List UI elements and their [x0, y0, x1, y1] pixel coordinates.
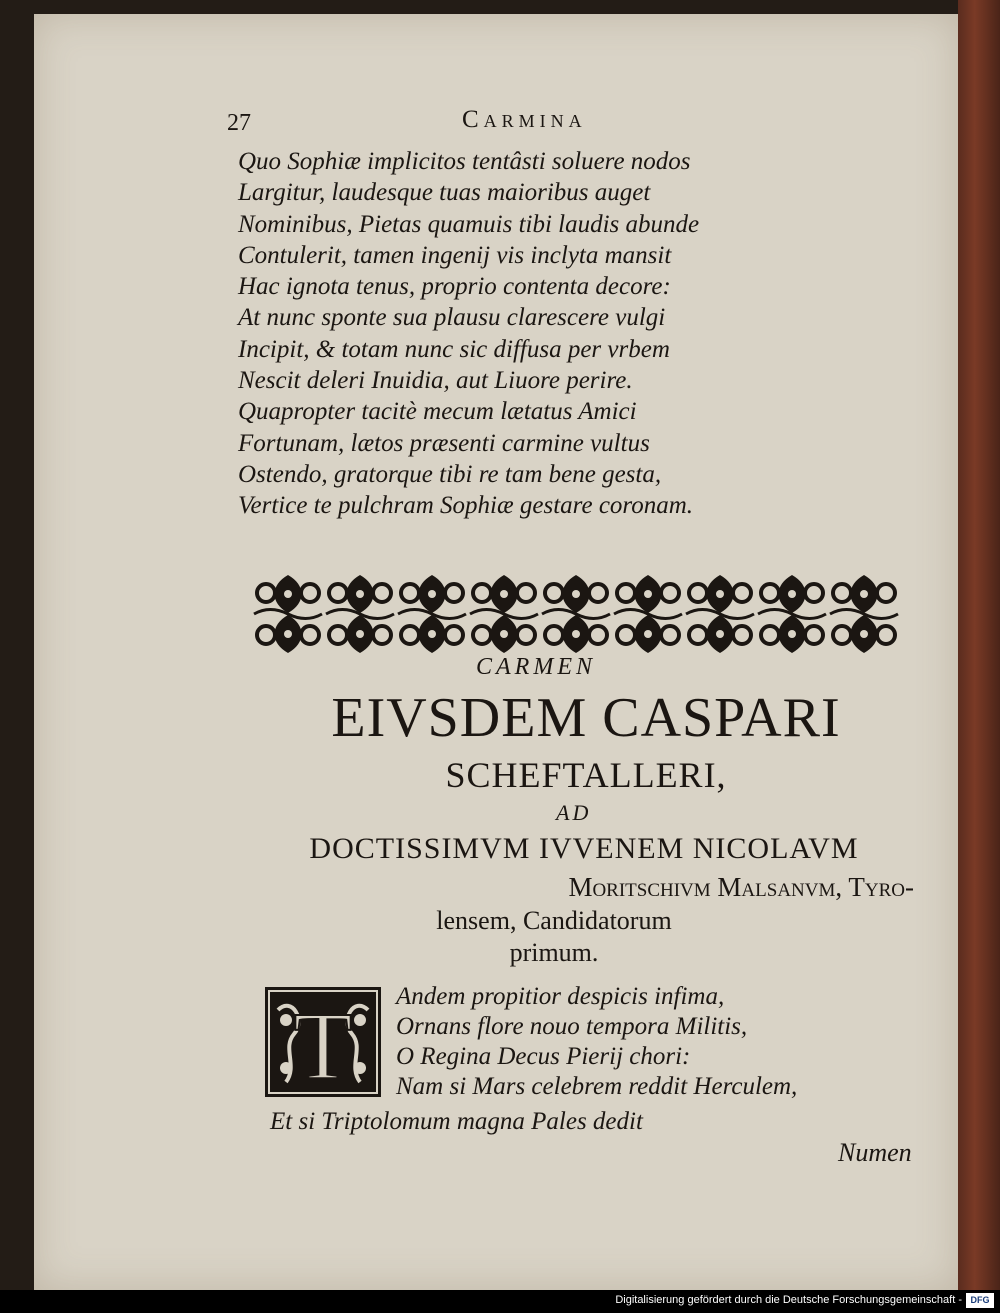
heading-primum: primum.: [509, 938, 599, 967]
dropcap-letter: T: [293, 992, 353, 1098]
heading-lensem: lensem, Candidatorum: [436, 906, 672, 935]
running-head: [227, 106, 687, 136]
verse-line: Largitur, laudesque tuas maioribus auget: [238, 179, 651, 207]
running-title: Carmina: [462, 106, 587, 133]
verse-line: Vertice te pulchram Sophiæ gestare coronam.: [238, 492, 694, 520]
verse-block-1: [238, 146, 699, 522]
verse-block-2: [396, 982, 797, 1102]
verse-line: Ornans flore nouo tempora Militis,: [396, 1013, 748, 1040]
verse-line: Quo Sophiæ implicitos tentâsti soluere nodos: [238, 148, 691, 175]
page-number: 27: [227, 110, 251, 136]
dfg-logo-icon: DFG: [966, 1293, 994, 1308]
verse-line: Quapropter tacitè mecum lætatus Amici: [238, 398, 637, 426]
verse-line: Andem propitior despicis infima,: [396, 983, 725, 1010]
verse-line: Hac ignota tenus, proprio contenta decore:: [238, 273, 671, 301]
verse-line: Et si Triptolomum magna Pales dedit: [270, 1108, 643, 1135]
verse-line: Ostendo, gratorque tibi re tam bene gesta,: [238, 460, 662, 488]
verse-line: Nescit deleri Inuidia, aut Liuore perire.: [238, 367, 633, 395]
verse-line: Nam si Mars celebrem reddit Herculem,: [396, 1073, 798, 1100]
heading-doctissimum: DOCTISSIMVM IVVENEM NICOLAVM: [309, 832, 859, 865]
book-page: [34, 14, 958, 1290]
heading-eiusdem-caspari: EIVSDEM CASPARI: [331, 687, 841, 749]
verse-line: At nunc sponte sua plausu clarescere vulgi: [238, 304, 666, 332]
verse-line: Contulerit, tamen ingenij vis inclyta mansit: [238, 241, 672, 269]
book-edge: [958, 0, 1000, 1290]
footer-bar: [0, 1290, 1000, 1313]
heading-ad: AD: [556, 800, 592, 825]
footer-credit: Digitalisierung gefördert durch die Deutsche Forschungsgemeinschaft -: [615, 1294, 962, 1306]
verse-line: O Regina Decus Pierij chori:: [396, 1043, 691, 1070]
catchword: Numen: [838, 1138, 912, 1167]
heading-moritschium: Moritschivm Malsanvm, Tyro-: [568, 872, 914, 902]
verse-line: Nominibus, Pietas quamuis tibi laudis abunde: [238, 210, 700, 238]
ornament-band: [252, 569, 900, 659]
verse-line: Incipit, & totam nunc sic diffusa per vrbem: [238, 335, 670, 363]
verse-line: Fortunam, lætos præsenti carmine vultus: [238, 429, 650, 457]
decorated-initial-icon: [264, 986, 382, 1098]
heading-carmen: CARMEN: [476, 654, 596, 680]
heading-scheftalleri: SCHEFTALLERI,: [445, 755, 727, 795]
